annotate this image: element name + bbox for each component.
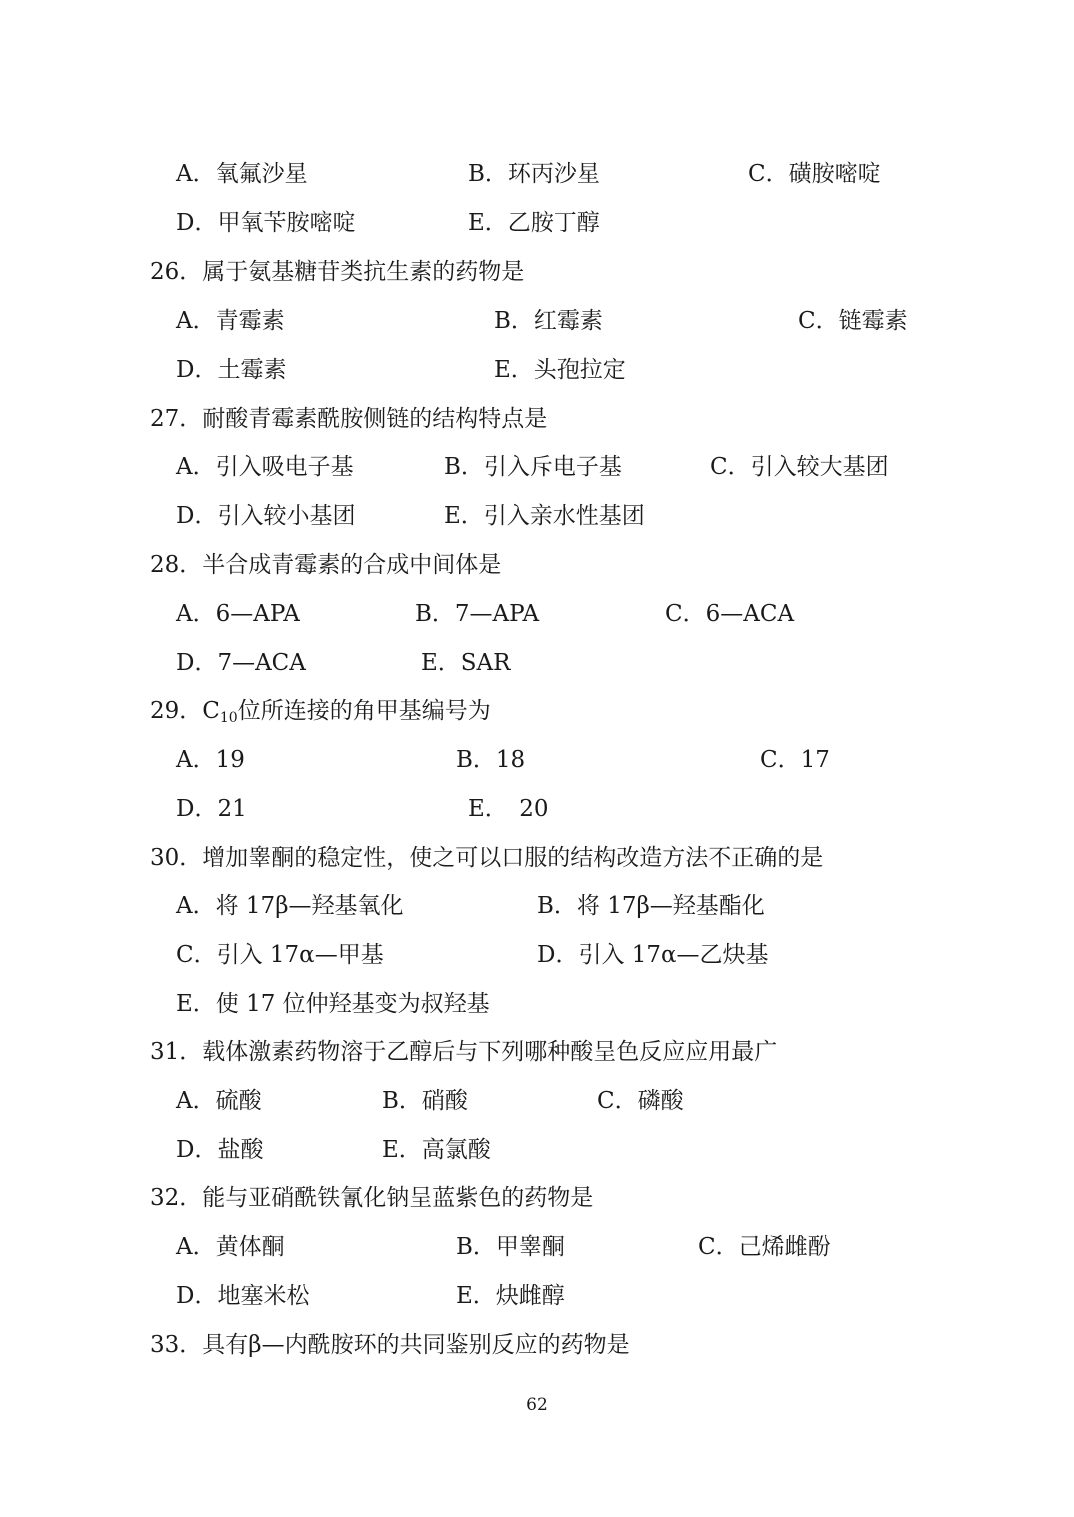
q26-stem: 26．属于氨基糖苷类抗生素的药物是: [150, 259, 525, 285]
q29-option-e: E． 20: [468, 796, 549, 822]
q27-option-c: C．引入较大基团: [710, 454, 889, 480]
q31-option-d: D．盐酸: [176, 1137, 264, 1163]
q29-option-d: D．21: [176, 796, 247, 822]
q32-option-d: D．地塞米松: [176, 1283, 310, 1309]
q30-option-e: E．使 17 位仲羟基变为叔羟基: [176, 991, 490, 1017]
q32-option-e: E．炔雌醇: [456, 1283, 565, 1309]
q29-option-b: B．18: [456, 747, 526, 773]
q33-stem: 33．具有β—内酰胺环的共同鉴别反应的药物是: [150, 1332, 630, 1358]
page-number: 62: [526, 1395, 548, 1415]
q32-stem: 32．能与亚硝酰铁氰化钠呈蓝紫色的药物是: [150, 1185, 594, 1211]
q31-option-b: B．硝酸: [382, 1088, 468, 1114]
q30-option-d: D．引入 17α—乙炔基: [537, 942, 769, 968]
q30-option-a: A．将 17β—羟基氧化: [176, 893, 404, 919]
q32-option-a: A．黄体酮: [176, 1234, 285, 1260]
q31-option-c: C．磷酸: [597, 1088, 684, 1114]
q26-option-e: E．头孢拉定: [494, 357, 626, 383]
q28-option-b: B．7—APA: [415, 601, 540, 627]
q27-option-d: D．引入较小基团: [176, 503, 356, 529]
q27-stem: 27．耐酸青霉素酰胺侧链的结构特点是: [150, 406, 548, 432]
q25-option-e: E．乙胺丁醇: [468, 210, 600, 236]
q31-option-e: E．高氯酸: [382, 1137, 491, 1163]
q25-option-c: C．磺胺嘧啶: [748, 161, 881, 187]
q31-option-a: A．硫酸: [176, 1088, 262, 1114]
q30-stem: 30．增加睾酮的稳定性，使之可以口服的结构改造方法不正确的是: [150, 845, 824, 871]
q27-option-a: A．引入吸电子基: [176, 454, 354, 480]
q30-option-b: B．将 17β—羟基酯化: [537, 893, 765, 919]
q28-option-e: E．SAR: [421, 650, 511, 676]
q28-option-a: A．6—APA: [176, 601, 300, 627]
q25-option-b: B．环丙沙星: [468, 161, 600, 187]
q26-option-c: C．链霉素: [798, 308, 908, 334]
q27-option-e: E．引入亲水性基团: [444, 503, 645, 529]
q25-option-a: A．氧氟沙星: [176, 161, 308, 187]
q26-option-b: B．红霉素: [494, 308, 603, 334]
q28-stem: 28．半合成青霉素的合成中间体是: [150, 552, 502, 578]
q28-option-d: D．7—ACA: [176, 650, 306, 676]
q27-option-b: B．引入斥电子基: [444, 454, 622, 480]
q26-option-a: A．青霉素: [176, 308, 285, 334]
q31-stem: 31．载体激素药物溶于乙醇后与下列哪种酸呈色反应应用最广: [150, 1039, 778, 1065]
q29-option-a: A．19: [176, 747, 245, 773]
q28-option-c: C．6—ACA: [665, 601, 795, 627]
q32-option-b: B．甲睾酮: [456, 1234, 565, 1260]
q32-option-c: C．己烯雌酚: [698, 1234, 831, 1260]
q30-option-c: C．引入 17α—甲基: [176, 942, 384, 968]
q29-option-c: C．17: [760, 747, 830, 773]
q26-option-d: D．土霉素: [176, 357, 287, 383]
q29-stem: 29．$C_{10}$位所连接的角甲基编号为: [150, 698, 491, 726]
q25-option-d: D．甲氧苄胺嘧啶: [176, 210, 356, 236]
